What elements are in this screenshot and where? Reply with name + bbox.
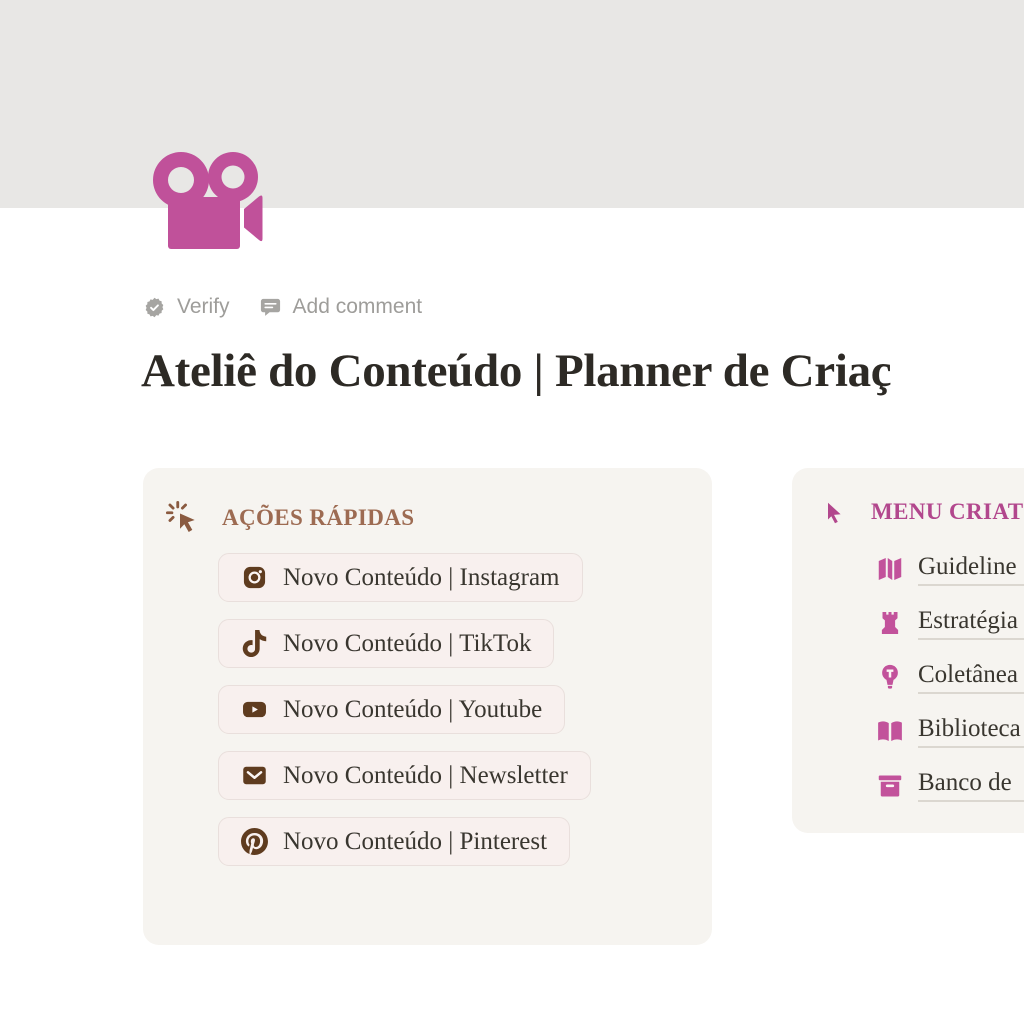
- new-content-tiktok-button[interactable]: [218, 619, 554, 668]
- new-content-pinterest-button[interactable]: [218, 817, 570, 866]
- open-book-icon: [875, 716, 905, 746]
- new-content-youtube-button[interactable]: [218, 685, 565, 734]
- add-comment-label: Add comment: [292, 295, 423, 318]
- quick-actions-heading: AÇÕES RÁPIDAS: [222, 505, 415, 530]
- instagram-icon: [241, 564, 268, 591]
- verify-button[interactable]: [143, 295, 230, 319]
- lightbulb-icon: [875, 662, 905, 692]
- menu-item-biblioteca[interactable]: [875, 704, 1024, 758]
- archive-box-icon: [875, 770, 905, 800]
- tiktok-icon: [241, 630, 268, 657]
- menu-item-label: Banco de: [918, 769, 1024, 802]
- map-icon: [875, 554, 905, 584]
- click-cursor-icon: [165, 500, 201, 536]
- creative-menu-heading: MENU CRIAT: [871, 499, 1024, 524]
- button-label: Novo Conteúdo | Youtube: [283, 695, 543, 723]
- cursor-arrow-icon: [822, 500, 846, 525]
- menu-item-guideline[interactable]: [875, 542, 1024, 596]
- quick-actions-card: [143, 468, 712, 945]
- menu-item-coletanea[interactable]: [875, 650, 1024, 704]
- menu-item-estrategia[interactable]: [875, 596, 1024, 650]
- badge-check-icon: [143, 296, 166, 319]
- page-meta-row: [143, 295, 422, 319]
- envelope-icon: [241, 762, 268, 789]
- creative-menu-header: [792, 468, 1024, 525]
- creative-menu-list: [875, 542, 1024, 812]
- menu-item-label: Estratégia: [918, 607, 1024, 640]
- rook-icon: [875, 608, 905, 638]
- quick-actions-button-list: [218, 553, 712, 866]
- youtube-icon: [241, 696, 268, 723]
- button-label: Novo Conteúdo | Newsletter: [283, 761, 568, 789]
- quick-actions-header: [143, 468, 712, 536]
- verify-label: Verify: [177, 295, 230, 318]
- movie-camera-page-icon[interactable]: [150, 151, 264, 251]
- add-comment-button[interactable]: [259, 295, 423, 319]
- menu-item-label: Biblioteca: [918, 715, 1024, 748]
- comment-icon: [259, 296, 282, 319]
- creative-menu-card: [792, 468, 1024, 833]
- button-label: Novo Conteúdo | Instagram: [283, 563, 560, 591]
- button-label: Novo Conteúdo | Pinterest: [283, 827, 548, 855]
- menu-item-label: Guideline: [918, 553, 1024, 586]
- new-content-newsletter-button[interactable]: [218, 751, 591, 800]
- pinterest-icon: [241, 828, 268, 855]
- button-label: Novo Conteúdo | TikTok: [283, 629, 532, 657]
- menu-item-label: Coletânea: [918, 661, 1024, 694]
- new-content-instagram-button[interactable]: [218, 553, 583, 602]
- menu-item-banco-de[interactable]: [875, 758, 1024, 812]
- page-title[interactable]: Ateliê do Conteúdo | Planner de Criaç: [141, 345, 892, 397]
